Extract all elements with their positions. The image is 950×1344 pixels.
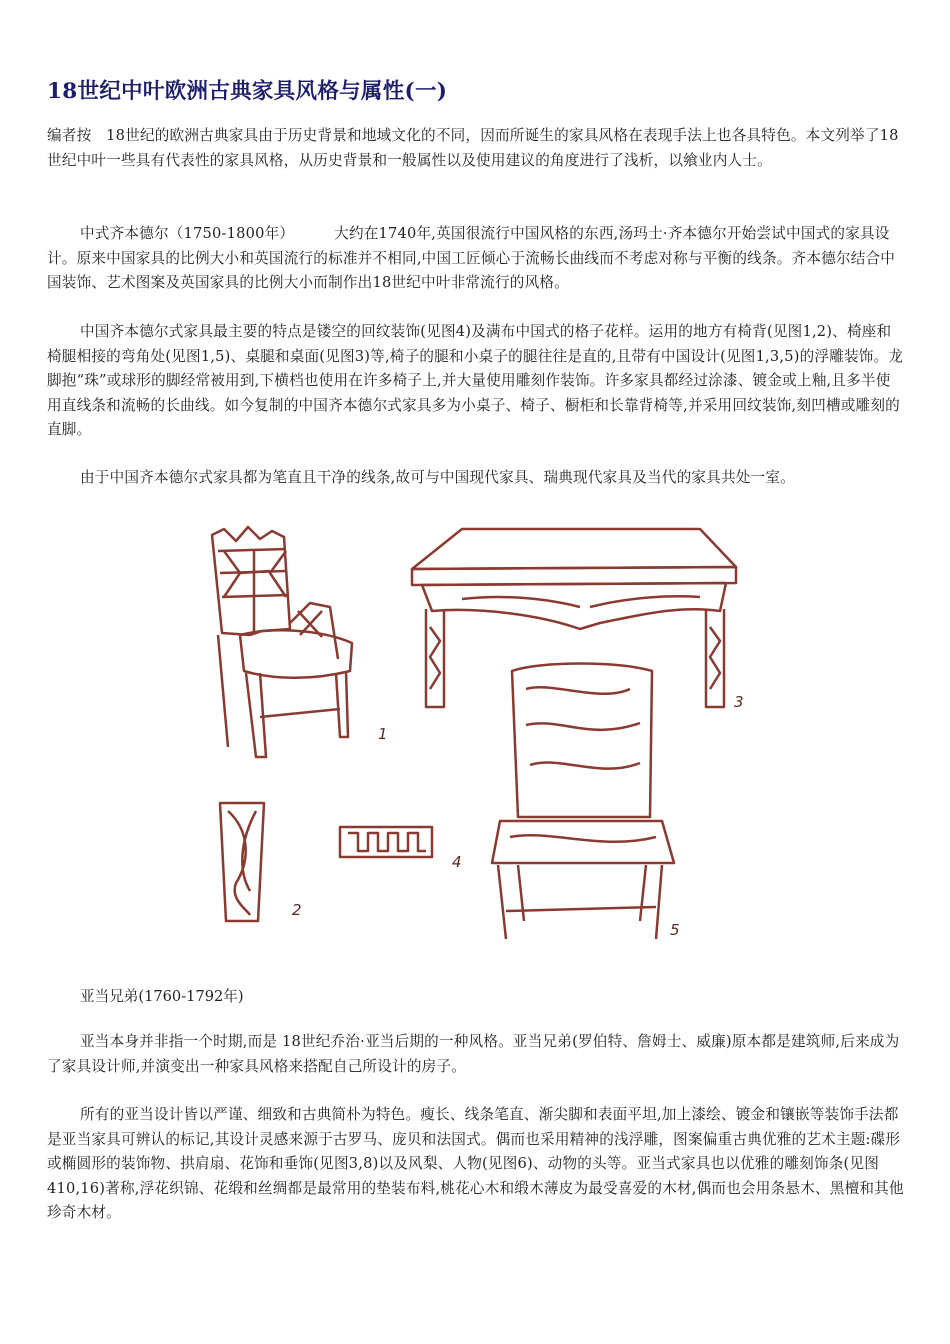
paragraph-text: 大约在1740年,英国很流行中国风格的东西,汤玛士·齐本德尔开始尝试中国式的家具设计。原来中国家具的比例大小和英国流行的标准并不相同,中国工匠倾心于流畅长曲线而不考虑对称与平衡的线条。齐本德尔结合中国装饰、艺术图案及英国家具的比例大小而制作出18世纪中叶非常流行的风格。	[47, 225, 896, 291]
adam-intro-paragraph: 亚当本身并非指一个时期,而是 18世纪乔治·亚当后期的一种风格。亚当兄弟(罗伯特、詹姆士、威廉)原本都是建筑师,后来成为了家具设计师,并演变出一种家具风格来搭配自己所设计的房子。	[47, 1033, 900, 1075]
chippendale-intro-paragraph	[47, 222, 905, 296]
chippendale-usage-paragraph: 由于中国齐本德尔式家具都为笔直且干净的线条,故可与中国现代家具、瑞典现代家具及当代的家具共处一室。	[80, 469, 795, 486]
figure-label-4: 4	[452, 853, 462, 871]
furniture-drawing	[200, 511, 760, 951]
figure-label-5: 5	[670, 921, 680, 939]
editor-note: 编者按 18世纪的欧洲古典家具由于历史背景和地域文化的不同，因而所诞生的家具风格在表现手法上也各具特色。本文列举了18世纪中叶一些具有代表性的家具风格，从历史背景和一般属性以及使用建议的角度进行了浅析，以飨业内人士。	[47, 127, 899, 169]
figure-label-3: 3	[734, 693, 744, 711]
adam-features-paragraph: 所有的亚当设计皆以严谨、细致和古典简朴为特色。瘦长、线条笔直、渐尖脚和表面平坦,加上漆绘、镀金和镶嵌等装饰手法都是亚当家具可辨认的标记,其设计灵感来源于古罗马、庞贝和法国式。偶而也采用精神的浅浮雕，图案偏重古典优雅的艺术主题:碟形或椭圆形的装饰物、拱肩扇、花饰和垂饰(见图3,8)以及风梨、人物(见图6)、动物的头等。亚当式家具也以优雅的雕刻饰条(见图410,16)著称,浮花织锦、花缎和丝绸都是最常用的垫装布料,桃花心木和缎木薄皮为最受喜爱的木材,偶而也会用条悬木、黑檀和其他珍奇木材。	[47, 1106, 904, 1221]
section-heading-adam-brothers: 亚当兄弟(1760-1792年)	[80, 988, 244, 1005]
furniture-illustration	[200, 511, 760, 951]
article-title: 18世纪中叶欧洲古典家具风格与属性(一)	[47, 79, 448, 104]
figure-label-2: 2	[292, 901, 302, 919]
chippendale-features-paragraph: 中国齐本德尔式家具最主要的特点是镂空的回纹装饰(见图4)及满布中国式的格子花样。运用的地方有椅背(见图1,2)、椅座和椅腿相接的弯角处(见图1,5)、桌腿和桌面(见图3)等,椅子的腿和小桌子的腿往往是直的,且带有中国设计(见图1,3,5)的浮雕装饰。龙脚抱“珠”或球形的脚经常被用到,下横档也使用在许多椅子上,并大量使用雕刻作装饰。许多家具都经过涂漆、镀金或上釉,且多半使用直线条和流畅的长曲线。如今复制的中国齐本德尔式家具多为小桌子、椅子、橱柜和长靠背椅等,并采用回纹装饰,刻凹槽或雕刻的直脚。	[47, 323, 904, 438]
section-heading-chinese-chippendale: 中式齐本德尔（1750-1800年）	[80, 225, 295, 242]
figure-label-1: 1	[378, 725, 388, 743]
